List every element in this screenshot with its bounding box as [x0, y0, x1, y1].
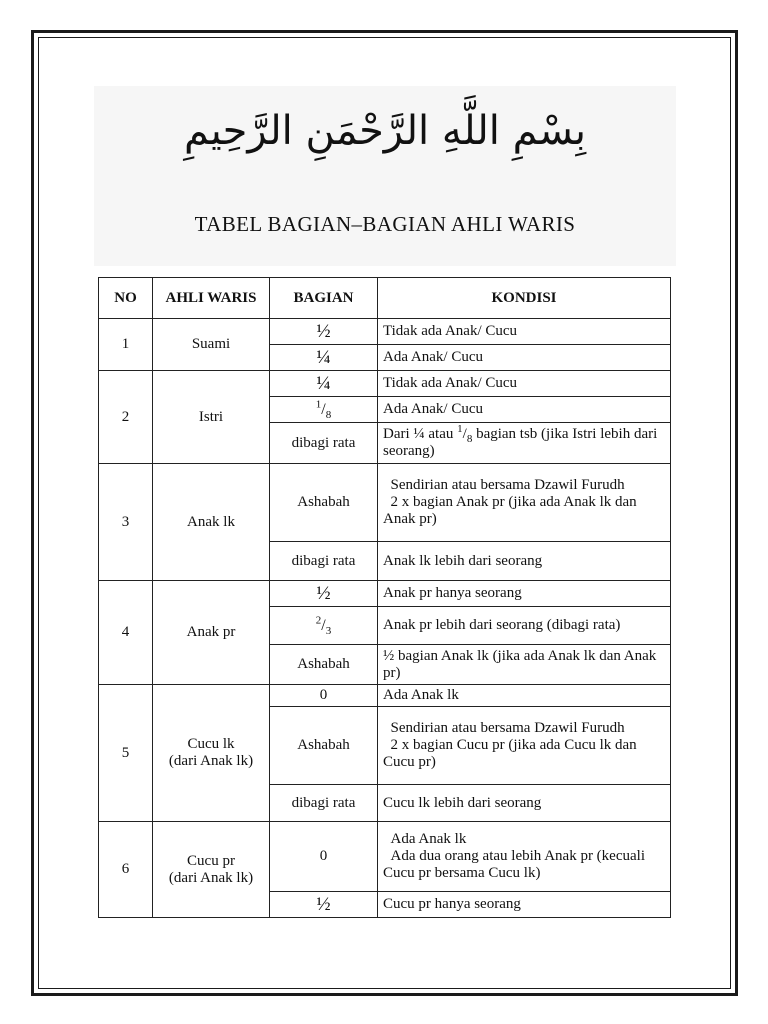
cell-no: 2 — [99, 371, 153, 464]
cell-bagian: Ashabah — [270, 645, 378, 685]
fraction-numerator: 2 — [315, 614, 322, 627]
cell-bagian: dibagi rata — [270, 542, 378, 581]
kondisi-text: 2 x bagian Cucu pr (jika ada Cucu lk dan Cucu pr) — [383, 737, 637, 770]
kondisi-text: Ada dua orang atau lebih Anak pr (kecuali Cucu pr bersama Cucu lk) — [383, 848, 645, 881]
table-header-row — [99, 278, 671, 319]
table-row — [99, 371, 671, 397]
cell-bagian: dibagi rata — [270, 423, 378, 464]
cell-bagian: ½ — [270, 319, 378, 345]
cell-no: 6 — [99, 822, 153, 918]
cell-kondisi — [378, 707, 671, 785]
cell-kondisi: Tidak ada Anak/ Cucu — [378, 371, 671, 397]
ahli-waris-table — [98, 277, 671, 918]
cell-no: 5 — [99, 685, 153, 822]
cell-bagian: 0 — [270, 822, 378, 892]
cell-bagian: dibagi rata — [270, 785, 378, 822]
cell-ahli-waris: Istri — [153, 371, 270, 464]
cell-bagian: ¼ — [270, 345, 378, 371]
ahli-waris-line: (dari Anak lk) — [168, 753, 254, 769]
fraction-denominator: 8 — [325, 409, 332, 422]
cell-bagian-fraction: $^1/_8$ — [270, 397, 378, 423]
fraction-numerator: 1 — [457, 423, 463, 435]
fraction-denominator: 3 — [325, 625, 332, 638]
cell-bagian: ¼ — [270, 371, 378, 397]
cell-ahli-waris — [153, 685, 270, 822]
ahli-waris-line: Cucu lk — [187, 736, 235, 752]
cell-kondisi: Cucu lk lebih dari seorang — [378, 785, 671, 822]
cell-bagian: ½ — [270, 892, 378, 918]
table-row — [99, 685, 671, 707]
cell-ahli-waris — [153, 822, 270, 918]
cell-kondisi — [378, 822, 671, 892]
cell-bagian: Ashabah — [270, 707, 378, 785]
cell-ahli-waris: Suami — [153, 319, 270, 371]
fraction-numerator: 1 — [315, 398, 322, 411]
kondisi-line — [383, 477, 665, 494]
kondisi-text: Ada Anak lk — [390, 831, 467, 847]
cell-kondisi: Anak pr lebih dari seorang (dibagi rata) — [378, 607, 671, 645]
table-row — [99, 464, 671, 542]
table-row — [99, 319, 671, 345]
cell-bagian: 0 — [270, 685, 378, 707]
column-header-bagian: BAGIAN — [270, 278, 378, 319]
ahli-waris-line: Cucu pr — [187, 852, 235, 869]
table-row — [99, 822, 671, 892]
cell-bagian: Ashabah — [270, 464, 378, 542]
kondisi-text: 2 x bagian Anak pr (jika ada Anak lk dan Anak pr) — [383, 494, 637, 527]
cell-kondisi: Ada Anak/ Cucu — [378, 397, 671, 423]
cell-kondisi: Ada Anak/ Cucu — [378, 345, 671, 371]
kondisi-line — [383, 737, 665, 771]
kondisi-text: Sendirian atau bersama Dzawil Furudh — [390, 720, 625, 736]
cell-no: 3 — [99, 464, 153, 581]
table-row — [99, 581, 671, 607]
cell-ahli-waris: Anak pr — [153, 581, 270, 685]
column-header-ahli-waris: AHLI WARIS — [153, 278, 270, 319]
cell-kondisi: Anak pr hanya seorang — [378, 581, 671, 607]
cell-bagian: ½ — [270, 581, 378, 607]
kondisi-text-b: bagian tsb (jika Istri lebih dari seorang) — [383, 426, 658, 459]
cell-kondisi — [378, 464, 671, 542]
column-header-kondisi: KONDISI — [378, 278, 671, 319]
cell-ahli-waris: Anak lk — [153, 464, 270, 581]
cell-no: 1 — [99, 319, 153, 371]
column-header-no: NO — [99, 278, 153, 319]
basmalah-heading: بِسْمِ اللَّهِ الرَّحْمَنِ الرَّحِيمِ — [183, 108, 587, 154]
kondisi-line — [383, 848, 665, 882]
kondisi-text-a: Dari ¼ atau — [383, 426, 458, 442]
fraction-denominator: 8 — [466, 433, 473, 445]
cell-kondisi: Tidak ada Anak/ Cucu — [378, 319, 671, 345]
cell-no: 4 — [99, 581, 153, 685]
cell-kondisi: Cucu pr hanya seorang — [378, 892, 671, 918]
kondisi-line — [383, 494, 665, 528]
kondisi-line — [383, 720, 665, 737]
page-title: TABEL BAGIAN–BAGIAN AHLI WARIS — [194, 212, 576, 236]
cell-kondisi: Anak lk lebih dari seorang — [378, 542, 671, 581]
kondisi-line — [383, 831, 665, 848]
cell-kondisi: Dari ¼ atau $^1/_8$ bagian tsb (jika Istri lebih dari seorang) — [378, 423, 671, 464]
cell-kondisi: ½ bagian Anak lk (jika ada Anak lk dan Anak pr) — [378, 645, 671, 685]
ahli-waris-line: (dari Anak lk) — [168, 869, 254, 886]
cell-bagian-fraction: $^2/_3$ — [270, 607, 378, 645]
cell-kondisi: Ada Anak lk — [378, 685, 671, 707]
kondisi-text: Sendirian atau bersama Dzawil Furudh — [390, 477, 625, 493]
